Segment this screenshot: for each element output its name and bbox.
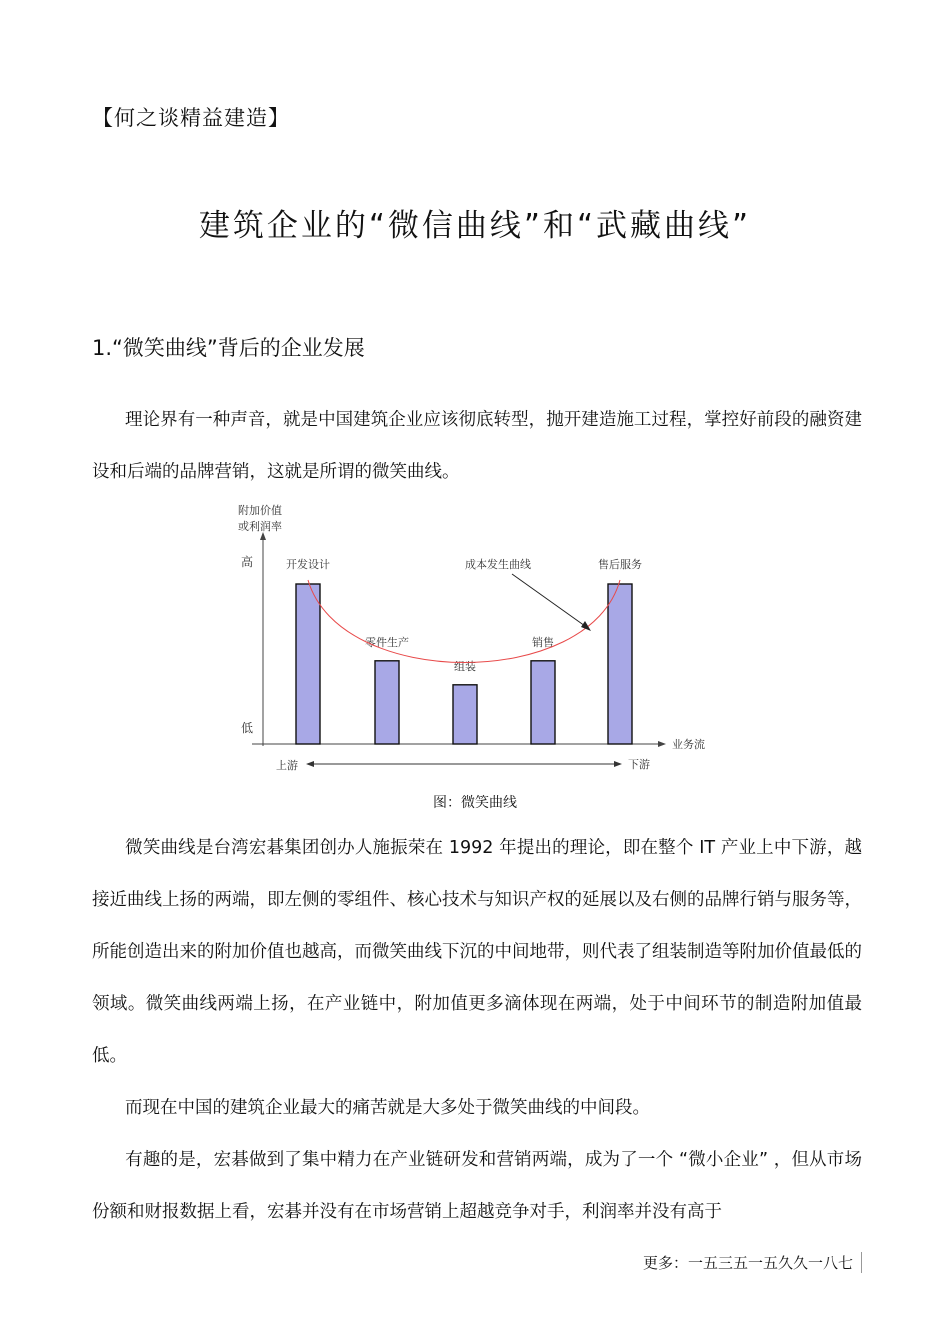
paragraph-intro bbox=[92, 394, 862, 498]
bar-5 bbox=[608, 584, 632, 744]
annotation-arrowhead bbox=[581, 621, 591, 631]
category-label-4: 销售 bbox=[532, 636, 554, 649]
paragraph-acer bbox=[92, 1134, 862, 1238]
header-tag: 【何之谈精益建造】 bbox=[92, 106, 290, 130]
y-axis-label: 或利润率 bbox=[238, 520, 282, 533]
paragraph-pain-point bbox=[92, 1082, 862, 1134]
category-label-3: 组装 bbox=[454, 660, 476, 673]
page-title: 建筑企业的“微信曲线”和“武藏曲线” bbox=[198, 208, 752, 244]
footer-contact: 更多：一五三五一五久久一八七 bbox=[643, 1252, 862, 1273]
paragraph-text: 而现在中国的建筑企业最大的痛苦就是大多处于微笑曲线的中间段。 bbox=[125, 1098, 650, 1118]
y-high-label: 高 bbox=[241, 555, 254, 569]
y-axis-arrow bbox=[260, 532, 266, 540]
category-label-5: 售后服务 bbox=[598, 558, 642, 571]
flow-arrow-right bbox=[614, 761, 622, 767]
upstream-label: 上游 bbox=[276, 759, 298, 772]
x-axis-label: 业务流 bbox=[672, 738, 705, 751]
figure-caption: 图：微笑曲线 bbox=[433, 795, 517, 811]
x-axis-arrow bbox=[658, 741, 666, 747]
bar-3 bbox=[453, 685, 477, 744]
curve-annotation: 成本发生曲线 bbox=[465, 558, 531, 571]
paragraph-text: 微笑曲线是台湾宏碁集团创办人施振荣在 1992 年提出的理论，即在整个 IT 产业上中下游，越接近曲线上扬的两端，即左侧的零组件、核心技术与知识产权的延展以及右侧的品牌行销与服务等，所能创造出来的附加价值也越高，而微笑曲线下沉的中间地带，则代表了组装制造等附加价值最低的领域。微笑曲线两端上扬，在产业链中，附加值更多滴体现在两端，处于中间环节的制造附加值最低。 bbox=[92, 838, 862, 1066]
bar-2 bbox=[375, 661, 399, 744]
smile-curve-chart bbox=[230, 500, 720, 780]
paragraph-text: 有趣的是，宏碁做到了集中精力在产业链研发和营销两端，成为了一个 “微小企业” ，但从市场份额和财报数据上看，宏碁并没有在市场营销上超越竞争对手，利润率并没有高于 bbox=[92, 1150, 862, 1222]
bar-4 bbox=[531, 661, 555, 744]
flow-arrow-left bbox=[306, 761, 314, 767]
y-axis-label: 附加价值 bbox=[238, 504, 282, 517]
downstream-label: 下游 bbox=[628, 758, 650, 771]
smile-curve-figure bbox=[230, 500, 720, 780]
category-label-1: 开发设计 bbox=[286, 558, 330, 571]
bar-1 bbox=[296, 584, 320, 744]
section-heading: 1.“微笑曲线”背后的企业发展 bbox=[92, 336, 365, 360]
cost-curve bbox=[308, 580, 620, 663]
paragraph-smile-theory bbox=[92, 822, 862, 1082]
y-low-label: 低 bbox=[241, 721, 254, 735]
paragraph-text: 理论界有一种声音，就是中国建筑企业应该彻底转型，抛开建造施工过程，掌控好前段的融资建设和后端的品牌营销，这就是所谓的微笑曲线。 bbox=[92, 410, 862, 482]
annotation-arrow-line bbox=[512, 574, 585, 626]
category-label-2: 零件生产 bbox=[365, 636, 409, 649]
